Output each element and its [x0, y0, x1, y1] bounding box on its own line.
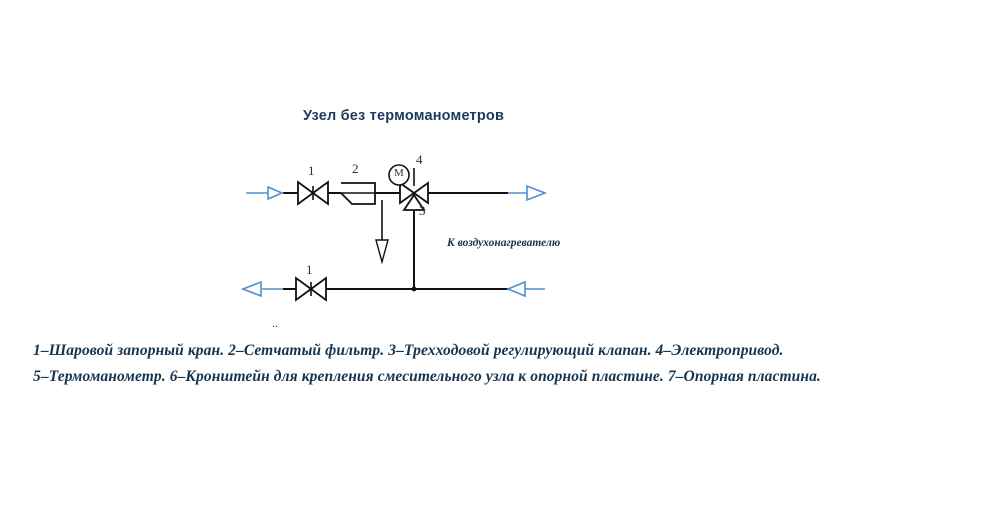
return-left-arrow-left-icon — [243, 282, 283, 296]
legend-line-1: 1–Шаровой запорный кран. 2–Сетчатый фильтр. 3–Трехходовой регулирующий клапан. 4–Электропривод. — [33, 342, 784, 359]
callout-valve-top: 1 — [308, 163, 315, 178]
ball-valve-bottom-icon — [296, 278, 326, 300]
return-right-arrow-left-icon — [508, 282, 545, 296]
legend-block — [33, 338, 983, 390]
inlet-arrow-right-icon — [246, 187, 282, 199]
outlet-arrow-right-icon — [508, 186, 545, 200]
pipe-junction-dot — [412, 287, 417, 292]
annotation-to-air-heater: К воздухонагревателю — [447, 237, 561, 249]
callout-valve-bottom: 1 — [306, 262, 313, 277]
ball-valve-top-icon — [298, 182, 328, 204]
actuator-symbol-label: M — [394, 167, 404, 179]
legend-line-2: 5–Термоманометр. 6–Кронштейн для крепления смесительного узла к опорной пластине. 7–Опорная пластина. — [33, 368, 821, 385]
mesh-filter-icon — [341, 183, 375, 204]
callout-three-way: 3 — [419, 203, 426, 218]
callout-filter: 2 — [352, 161, 359, 176]
diagram-title: Узел без термоманометров — [303, 108, 505, 124]
bypass-arrow-down-icon — [376, 232, 388, 262]
legend-dots-mark: .. — [272, 316, 278, 330]
callout-actuator: 4 — [416, 152, 423, 167]
